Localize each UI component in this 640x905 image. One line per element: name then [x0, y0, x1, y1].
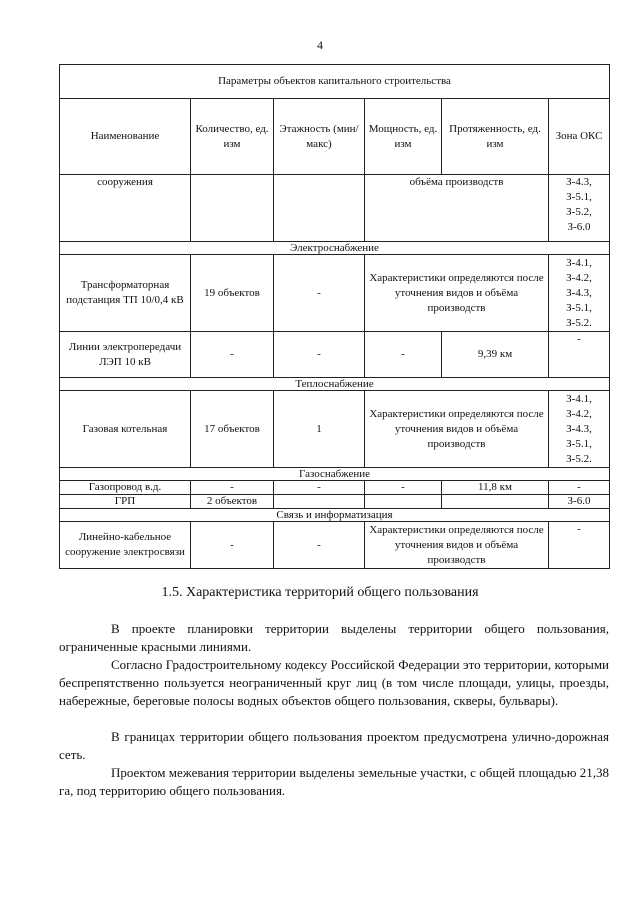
powerline-name: Линии электропередачи ЛЭП 10 кВ	[60, 332, 191, 378]
transformer-count: 19 объектов	[191, 255, 274, 332]
zone-code: З-5.1,	[566, 191, 592, 203]
zone-code: З-4.1,	[566, 392, 592, 405]
section-heat: Теплоснабжение	[60, 378, 610, 391]
table-row	[60, 522, 610, 569]
table-title: Параметры объектов капитального строительства	[60, 65, 610, 99]
section-electricity: Электроснабжение	[60, 242, 610, 255]
gaspipe-length: 11,8 км	[442, 481, 549, 495]
table-row	[60, 495, 610, 509]
header-count: Количество, ед. изм	[191, 99, 274, 175]
gaspipe-zone: -	[549, 481, 610, 495]
zone-code: З-4.3,	[566, 422, 592, 435]
header-length: Протяженность, ед. изм	[442, 99, 549, 175]
transformer-name: Трансформаторная подстанция ТП 10/0,4 кВ	[60, 255, 191, 332]
powerline-power: -	[365, 332, 442, 378]
zone-code: З-4.2,	[566, 407, 592, 420]
grp-floors	[274, 495, 365, 509]
header-floors: Этажность (мин/макс)	[274, 99, 365, 175]
powerline-zone: -	[549, 332, 610, 378]
zone-code: З-4.3,	[566, 176, 592, 188]
paragraph: Согласно Градостроительному кодексу Российской Федерации это территории, которыми беспрепятственно пользуется неограниченный круг лиц (в том числе площади, улицы, проезды, набережные, береговые полосы водных объектов общего пользования, скверы, бульвары).	[59, 657, 609, 708]
boiler-name: Газовая котельная	[60, 391, 191, 468]
boiler-floors: 1	[274, 391, 365, 468]
grp-zone: З-6.0	[549, 495, 610, 509]
header-name: Наименование	[60, 99, 191, 175]
grp-count: 2 объектов	[191, 495, 274, 509]
gaspipe-count: -	[191, 481, 274, 495]
zone-code: З-4.2,	[566, 271, 592, 284]
powerline-floors: -	[274, 332, 365, 378]
paragraph: В границах территории общего пользования проектом предусмотрена улично-дорожная сеть.	[59, 729, 609, 762]
zone-code: З-5.2.	[566, 452, 592, 465]
table-row	[60, 481, 610, 495]
grp-length	[442, 495, 549, 509]
cont-zones	[549, 175, 610, 242]
cont-characteristics: объёма производств	[365, 175, 549, 242]
section-communications: Связь и информатизация	[60, 509, 610, 522]
zone-code: З-6.0	[567, 221, 591, 233]
cable-name: Линейно-кабельное сооружение электросвязи	[60, 522, 191, 569]
table-row	[60, 255, 610, 332]
cable-floors: -	[274, 522, 365, 569]
header-power: Мощность, ед. изм	[365, 99, 442, 175]
cont-name: сооружения	[60, 175, 191, 242]
grp-power	[365, 495, 442, 509]
zone-code: З-5.2.	[566, 316, 592, 329]
table-row	[60, 332, 610, 378]
header-zone: Зона ОКС	[549, 99, 610, 175]
paragraph: В проекте планировки территории выделены территории общего пользования, ограниченные красными линиями.	[59, 621, 609, 654]
table-row	[60, 391, 610, 468]
grp-name: ГРП	[60, 495, 191, 509]
section-gas: Газоснабжение	[60, 468, 610, 481]
transformer-floors: -	[274, 255, 365, 332]
cable-count: -	[191, 522, 274, 569]
boiler-count: 17 объектов	[191, 391, 274, 468]
zone-code: З-4.3,	[566, 286, 592, 299]
transformer-zones	[549, 255, 610, 332]
cont-floors	[274, 175, 365, 242]
boiler-zones	[549, 391, 610, 468]
zone-code: З-5.1,	[566, 437, 592, 450]
cont-count	[191, 175, 274, 242]
cable-characteristics: Характеристики определяются после уточнения видов и объёма производств	[365, 522, 549, 569]
boiler-characteristics: Характеристики определяются после уточнения видов и объёма производств	[365, 391, 549, 468]
zone-code: З-5.2,	[566, 206, 592, 218]
powerline-count: -	[191, 332, 274, 378]
capital-objects-table	[59, 64, 610, 569]
page-number: 4	[317, 38, 323, 52]
transformer-characteristics: Характеристики определяются после уточнения видов и объёма производств	[365, 255, 549, 332]
section-heading: 1.5. Характеристика территорий общего пользования	[161, 585, 479, 600]
powerline-length: 9,39 км	[442, 332, 549, 378]
cable-zone: -	[549, 522, 610, 569]
gaspipe-floors: -	[274, 481, 365, 495]
gaspipe-name: Газопровод в.д.	[60, 481, 191, 495]
gaspipe-power: -	[365, 481, 442, 495]
zone-code: З-4.1,	[566, 256, 592, 269]
zone-code: З-5.1,	[566, 301, 592, 314]
paragraph: Проектом межевания территории выделены земельные участки, с общей площадью 21,38 га, под территорию общего пользования.	[59, 765, 609, 798]
table-row	[60, 175, 610, 242]
